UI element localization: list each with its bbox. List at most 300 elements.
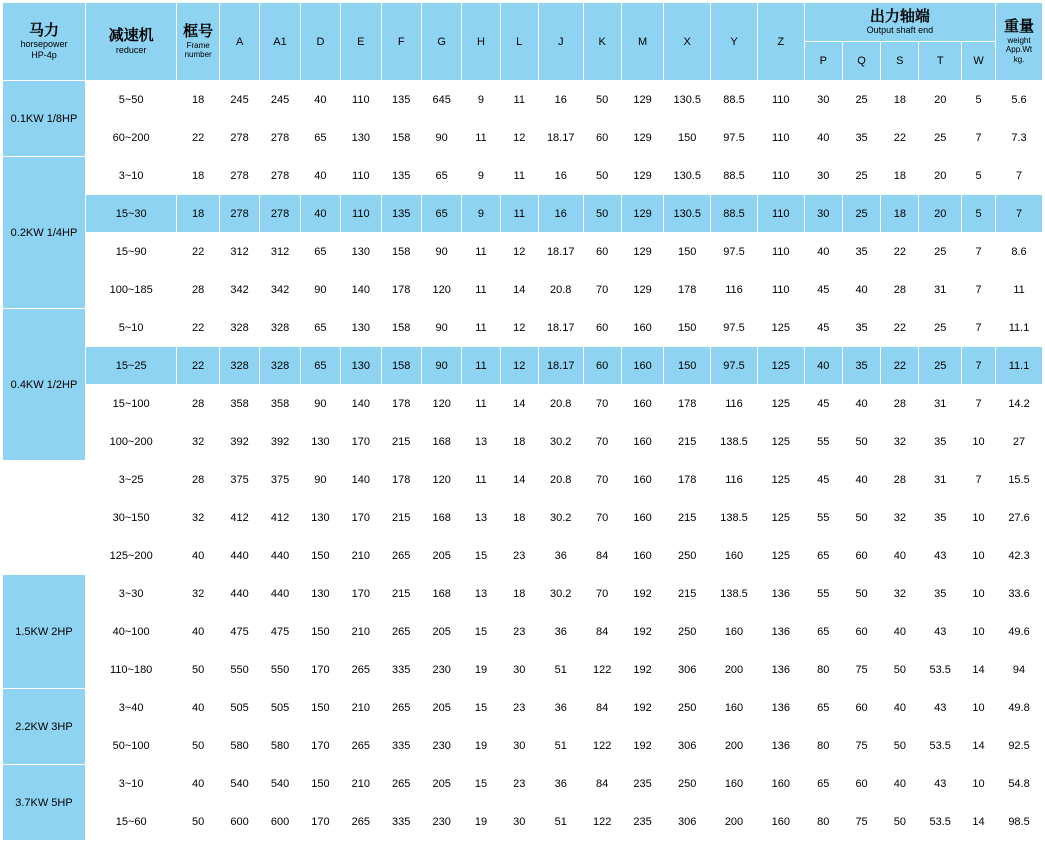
cell-X: 178: [664, 461, 711, 499]
table-row: [3, 651, 1043, 689]
cell-out-Q: 75: [842, 803, 880, 841]
cell-E: 210: [341, 613, 381, 651]
cell-Z: 125: [757, 309, 804, 347]
header-output-en: Output shaft end: [866, 25, 934, 36]
table-row: [3, 537, 1043, 575]
cell-D: 65: [300, 347, 340, 385]
cell-M: 160: [621, 499, 664, 537]
cell-Y: 138.5: [711, 575, 758, 613]
header-horsepower-cn: 马力: [28, 22, 59, 40]
cell-K: 70: [583, 271, 621, 309]
table-row: [3, 119, 1043, 157]
cell-reducer: 3~30: [85, 575, 176, 613]
header-col-Y: Y: [711, 3, 758, 81]
cell-out-P: 45: [804, 309, 842, 347]
cell-out-P: 65: [804, 689, 842, 727]
table-row: [3, 385, 1043, 423]
cell-out-S: 40: [881, 765, 919, 803]
cell-X: 215: [664, 575, 711, 613]
cell-out-Q: 35: [842, 347, 880, 385]
cell-A: 600: [219, 803, 259, 841]
cell-M: 160: [621, 461, 664, 499]
cell-out-S: 40: [881, 689, 919, 727]
cell-weight: 27: [996, 423, 1043, 461]
cell-E: 140: [341, 461, 381, 499]
cell-frame-number: 22: [177, 119, 220, 157]
hp-group-label: 2.2KW 3HP: [3, 689, 86, 765]
cell-H: 13: [462, 575, 500, 613]
cell-A: 440: [219, 537, 259, 575]
cell-Y: 97.5: [711, 233, 758, 271]
cell-Y: 160: [711, 537, 758, 575]
cell-G: 205: [421, 689, 461, 727]
cell-A1: 278: [260, 157, 300, 195]
cell-out-T: 43: [919, 689, 962, 727]
cell-F: 158: [381, 309, 421, 347]
cell-A1: 392: [260, 423, 300, 461]
cell-out-P: 40: [804, 347, 842, 385]
cell-H: 19: [462, 803, 500, 841]
cell-E: 110: [341, 157, 381, 195]
cell-out-T: 43: [919, 537, 962, 575]
cell-frame-number: 18: [177, 195, 220, 233]
cell-reducer: 3~10: [85, 157, 176, 195]
cell-reducer: 3~40: [85, 689, 176, 727]
cell-out-T: 35: [919, 499, 962, 537]
cell-L: 12: [500, 119, 538, 157]
cell-reducer: 5~10: [85, 309, 176, 347]
header-frame-en: Frame: [186, 40, 210, 50]
cell-out-T: 31: [919, 385, 962, 423]
cell-reducer: 15~60: [85, 803, 176, 841]
cell-out-T: 31: [919, 271, 962, 309]
cell-M: 160: [621, 537, 664, 575]
header-reducer-en: reducer: [115, 44, 147, 55]
cell-J: 36: [538, 765, 583, 803]
cell-X: 130.5: [664, 157, 711, 195]
cell-H: 9: [462, 81, 500, 119]
cell-K: 70: [583, 499, 621, 537]
cell-F: 158: [381, 347, 421, 385]
cell-out-W: 7: [962, 119, 996, 157]
cell-H: 11: [462, 309, 500, 347]
cell-E: 210: [341, 765, 381, 803]
cell-out-S: 32: [881, 575, 919, 613]
cell-M: 129: [621, 271, 664, 309]
cell-A: 328: [219, 309, 259, 347]
header-out-col-T: T: [919, 42, 962, 81]
hp-group-label: 0.4KW 1/2HP: [3, 309, 86, 461]
cell-A1: 328: [260, 309, 300, 347]
cell-out-Q: 35: [842, 309, 880, 347]
cell-out-P: 30: [804, 81, 842, 119]
cell-weight: 49.6: [996, 613, 1043, 651]
cell-out-S: 32: [881, 499, 919, 537]
cell-X: 306: [664, 727, 711, 765]
cell-A: 278: [219, 157, 259, 195]
cell-frame-number: 40: [177, 537, 220, 575]
cell-reducer: 15~25: [85, 347, 176, 385]
cell-K: 50: [583, 81, 621, 119]
cell-K: 122: [583, 803, 621, 841]
cell-H: 19: [462, 727, 500, 765]
cell-Z: 125: [757, 347, 804, 385]
header-frame-en2: number: [184, 50, 212, 60]
cell-Z: 110: [757, 157, 804, 195]
cell-frame-number: 28: [177, 271, 220, 309]
cell-out-W: 10: [962, 689, 996, 727]
cell-F: 265: [381, 537, 421, 575]
cell-out-W: 7: [962, 309, 996, 347]
cell-D: 40: [300, 81, 340, 119]
cell-L: 14: [500, 385, 538, 423]
cell-out-W: 7: [962, 271, 996, 309]
cell-Y: 88.5: [711, 81, 758, 119]
cell-weight: 7.3: [996, 119, 1043, 157]
cell-H: 19: [462, 651, 500, 689]
cell-D: 90: [300, 461, 340, 499]
cell-K: 70: [583, 461, 621, 499]
cell-D: 170: [300, 727, 340, 765]
cell-frame-number: 28: [177, 461, 220, 499]
cell-out-T: 25: [919, 309, 962, 347]
cell-K: 122: [583, 651, 621, 689]
cell-out-W: 5: [962, 81, 996, 119]
cell-out-P: 55: [804, 423, 842, 461]
cell-M: 129: [621, 195, 664, 233]
cell-E: 140: [341, 385, 381, 423]
cell-G: 90: [421, 119, 461, 157]
cell-E: 130: [341, 347, 381, 385]
header-horsepower: [3, 3, 86, 81]
header-reducer-cn: 减速机: [108, 27, 154, 45]
cell-M: 192: [621, 651, 664, 689]
cell-out-P: 55: [804, 575, 842, 613]
cell-out-S: 50: [881, 803, 919, 841]
cell-F: 178: [381, 461, 421, 499]
cell-J: 51: [538, 727, 583, 765]
cell-out-T: 43: [919, 613, 962, 651]
cell-E: 210: [341, 537, 381, 575]
cell-G: 168: [421, 575, 461, 613]
cell-L: 11: [500, 195, 538, 233]
cell-out-S: 40: [881, 613, 919, 651]
cell-K: 60: [583, 309, 621, 347]
cell-Y: 138.5: [711, 423, 758, 461]
cell-J: 16: [538, 81, 583, 119]
cell-F: 335: [381, 651, 421, 689]
table-row: [3, 157, 1043, 195]
cell-Z: 110: [757, 195, 804, 233]
cell-L: 12: [500, 233, 538, 271]
cell-L: 30: [500, 651, 538, 689]
table-row: [3, 575, 1043, 613]
header-weight-en: weight: [1007, 35, 1031, 45]
header-horsepower-en2: HP-4p: [31, 50, 57, 61]
cell-D: 170: [300, 651, 340, 689]
cell-L: 12: [500, 309, 538, 347]
cell-A1: 440: [260, 575, 300, 613]
cell-out-Q: 25: [842, 195, 880, 233]
cell-G: 230: [421, 727, 461, 765]
cell-F: 265: [381, 689, 421, 727]
header-out-col-S: S: [881, 42, 919, 81]
cell-A1: 505: [260, 689, 300, 727]
cell-E: 210: [341, 689, 381, 727]
header-weight: [996, 3, 1043, 81]
cell-H: 9: [462, 195, 500, 233]
cell-out-S: 50: [881, 651, 919, 689]
cell-frame-number: 32: [177, 499, 220, 537]
cell-K: 84: [583, 537, 621, 575]
cell-weight: 92.5: [996, 727, 1043, 765]
cell-G: 65: [421, 157, 461, 195]
cell-out-T: 25: [919, 119, 962, 157]
cell-G: 205: [421, 537, 461, 575]
cell-out-Q: 40: [842, 271, 880, 309]
cell-X: 215: [664, 423, 711, 461]
cell-M: 129: [621, 119, 664, 157]
cell-H: 11: [462, 119, 500, 157]
cell-D: 90: [300, 271, 340, 309]
cell-A1: 245: [260, 81, 300, 119]
cell-out-S: 22: [881, 233, 919, 271]
cell-out-P: 80: [804, 803, 842, 841]
cell-Z: 110: [757, 81, 804, 119]
cell-out-W: 7: [962, 233, 996, 271]
cell-F: 178: [381, 271, 421, 309]
cell-out-T: 31: [919, 461, 962, 499]
header-weight-en2: App.Wt: [1005, 45, 1033, 55]
cell-weight: 27.6: [996, 499, 1043, 537]
cell-L: 12: [500, 347, 538, 385]
cell-G: 90: [421, 309, 461, 347]
cell-out-S: 18: [881, 195, 919, 233]
cell-reducer: 100~200: [85, 423, 176, 461]
cell-J: 51: [538, 651, 583, 689]
cell-F: 135: [381, 195, 421, 233]
cell-weight: 8.6: [996, 233, 1043, 271]
cell-out-T: 35: [919, 575, 962, 613]
cell-out-T: 20: [919, 81, 962, 119]
header-col-X: X: [664, 3, 711, 81]
cell-K: 84: [583, 613, 621, 651]
cell-X: 250: [664, 765, 711, 803]
cell-D: 65: [300, 119, 340, 157]
cell-weight: 98.5: [996, 803, 1043, 841]
cell-E: 130: [341, 119, 381, 157]
cell-J: 16: [538, 195, 583, 233]
cell-D: 90: [300, 385, 340, 423]
cell-out-P: 45: [804, 271, 842, 309]
cell-Z: 136: [757, 689, 804, 727]
cell-M: 192: [621, 689, 664, 727]
cell-H: 9: [462, 157, 500, 195]
cell-out-Q: 50: [842, 499, 880, 537]
cell-out-W: 10: [962, 499, 996, 537]
cell-J: 16: [538, 157, 583, 195]
cell-L: 23: [500, 537, 538, 575]
cell-G: 90: [421, 233, 461, 271]
cell-D: 150: [300, 689, 340, 727]
cell-K: 84: [583, 689, 621, 727]
cell-E: 265: [341, 727, 381, 765]
cell-J: 51: [538, 803, 583, 841]
header-col-J: J: [538, 3, 583, 81]
cell-frame-number: 50: [177, 803, 220, 841]
header-col-L: L: [500, 3, 538, 81]
cell-out-T: 35: [919, 423, 962, 461]
cell-Y: 138.5: [711, 499, 758, 537]
cell-Z: 110: [757, 233, 804, 271]
cell-F: 178: [381, 385, 421, 423]
cell-Y: 97.5: [711, 119, 758, 157]
cell-J: 18.17: [538, 233, 583, 271]
cell-out-Q: 25: [842, 81, 880, 119]
cell-E: 140: [341, 271, 381, 309]
table-row: [3, 271, 1043, 309]
cell-out-T: 43: [919, 765, 962, 803]
cell-X: 150: [664, 233, 711, 271]
cell-J: 36: [538, 689, 583, 727]
table-header: [3, 3, 1043, 81]
cell-frame-number: 40: [177, 765, 220, 803]
cell-E: 265: [341, 803, 381, 841]
cell-Y: 160: [711, 765, 758, 803]
header-frame-cn: 框号: [183, 23, 214, 41]
header-col-A1: A1: [260, 3, 300, 81]
header-col-E: E: [341, 3, 381, 81]
cell-Y: 88.5: [711, 195, 758, 233]
cell-A1: 312: [260, 233, 300, 271]
table-row: [3, 803, 1043, 841]
cell-H: 15: [462, 613, 500, 651]
cell-weight: 94: [996, 651, 1043, 689]
cell-Z: 160: [757, 803, 804, 841]
cell-weight: 49.8: [996, 689, 1043, 727]
cell-out-T: 20: [919, 195, 962, 233]
cell-G: 168: [421, 499, 461, 537]
cell-X: 250: [664, 689, 711, 727]
cell-Z: 110: [757, 119, 804, 157]
cell-E: 170: [341, 499, 381, 537]
cell-G: 230: [421, 803, 461, 841]
cell-H: 11: [462, 271, 500, 309]
cell-K: 70: [583, 385, 621, 423]
cell-out-Q: 75: [842, 727, 880, 765]
cell-E: 130: [341, 309, 381, 347]
cell-E: 170: [341, 423, 381, 461]
cell-A: 550: [219, 651, 259, 689]
cell-out-T: 25: [919, 347, 962, 385]
cell-out-Q: 35: [842, 119, 880, 157]
cell-X: 150: [664, 119, 711, 157]
header-col-Z: Z: [757, 3, 804, 81]
cell-Y: 160: [711, 689, 758, 727]
cell-Y: 116: [711, 385, 758, 423]
cell-L: 30: [500, 727, 538, 765]
cell-E: 265: [341, 651, 381, 689]
cell-L: 14: [500, 461, 538, 499]
cell-G: 120: [421, 385, 461, 423]
cell-X: 250: [664, 613, 711, 651]
cell-A: 358: [219, 385, 259, 423]
cell-F: 265: [381, 613, 421, 651]
cell-reducer: 3~10: [85, 765, 176, 803]
cell-M: 160: [621, 309, 664, 347]
cell-D: 130: [300, 423, 340, 461]
cell-out-Q: 40: [842, 461, 880, 499]
cell-reducer: 5~50: [85, 81, 176, 119]
cell-out-P: 65: [804, 613, 842, 651]
cell-out-W: 14: [962, 651, 996, 689]
cell-A: 412: [219, 499, 259, 537]
cell-weight: 42.3: [996, 537, 1043, 575]
cell-out-S: 22: [881, 119, 919, 157]
header-frame-number: [177, 3, 220, 81]
cell-L: 30: [500, 803, 538, 841]
cell-D: 150: [300, 537, 340, 575]
table-row: [3, 689, 1043, 727]
cell-F: 265: [381, 765, 421, 803]
cell-A: 245: [219, 81, 259, 119]
cell-Y: 88.5: [711, 157, 758, 195]
cell-out-W: 7: [962, 461, 996, 499]
cell-A1: 278: [260, 119, 300, 157]
cell-A: 328: [219, 347, 259, 385]
cell-weight: 11.1: [996, 309, 1043, 347]
cell-A1: 328: [260, 347, 300, 385]
cell-H: 15: [462, 689, 500, 727]
cell-K: 122: [583, 727, 621, 765]
cell-G: 168: [421, 423, 461, 461]
cell-L: 18: [500, 423, 538, 461]
table-row: [3, 309, 1043, 347]
cell-out-W: 14: [962, 727, 996, 765]
cell-A1: 540: [260, 765, 300, 803]
cell-out-T: 20: [919, 157, 962, 195]
cell-F: 158: [381, 119, 421, 157]
cell-out-P: 65: [804, 765, 842, 803]
cell-A: 312: [219, 233, 259, 271]
cell-frame-number: 40: [177, 689, 220, 727]
cell-frame-number: 22: [177, 233, 220, 271]
header-out-col-P: P: [804, 42, 842, 81]
table-row: [3, 195, 1043, 233]
cell-frame-number: 40: [177, 613, 220, 651]
cell-out-T: 53.5: [919, 803, 962, 841]
cell-M: 160: [621, 423, 664, 461]
cell-reducer: 125~200: [85, 537, 176, 575]
cell-Z: 125: [757, 537, 804, 575]
cell-G: 645: [421, 81, 461, 119]
cell-reducer: 15~100: [85, 385, 176, 423]
cell-L: 11: [500, 157, 538, 195]
cell-frame-number: 50: [177, 651, 220, 689]
cell-H: 11: [462, 347, 500, 385]
cell-out-W: 10: [962, 613, 996, 651]
cell-reducer: 30~150: [85, 499, 176, 537]
cell-out-P: 80: [804, 651, 842, 689]
cell-A: 375: [219, 461, 259, 499]
cell-frame-number: 32: [177, 423, 220, 461]
cell-out-Q: 60: [842, 689, 880, 727]
cell-K: 70: [583, 423, 621, 461]
cell-Y: 97.5: [711, 347, 758, 385]
cell-out-S: 28: [881, 271, 919, 309]
cell-E: 170: [341, 575, 381, 613]
header-col-A: A: [219, 3, 259, 81]
